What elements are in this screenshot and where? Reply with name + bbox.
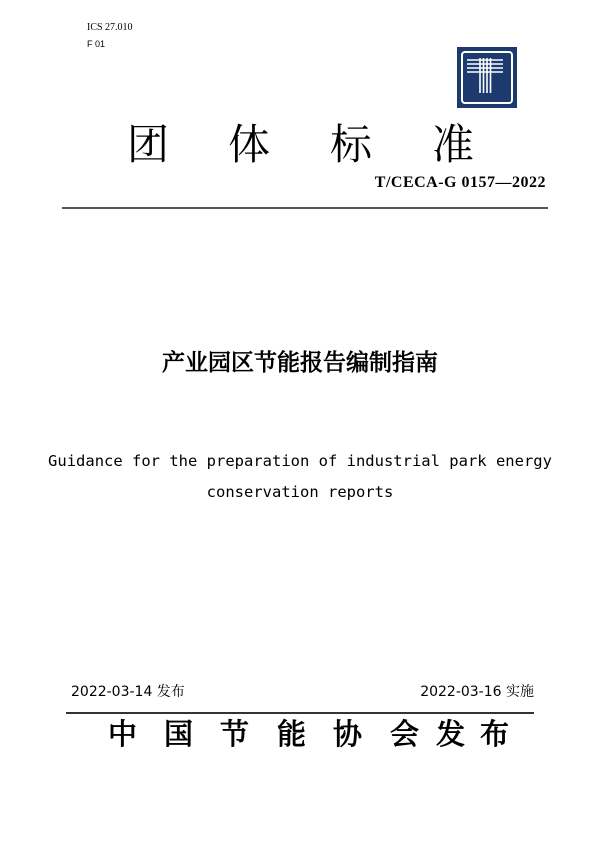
publisher-char: 节 [220, 717, 250, 751]
publisher-char: 布 [480, 717, 510, 751]
publisher-char: 能 [277, 717, 307, 751]
association-logo [457, 47, 517, 108]
issue-date: 2022-03-14 发布 [71, 684, 185, 700]
publisher [0, 712, 600, 752]
heading-char: 准 [432, 120, 475, 169]
heading-char: 标 [330, 120, 373, 169]
publisher-char: 发 [436, 717, 466, 751]
standard-code: T/CECA-G 0157—2022 [374, 174, 546, 191]
document-title-en-line1: Guidance for the preparation of industrial park energy [48, 452, 552, 470]
implementation-date: 2022-03-16 实施 [420, 684, 534, 700]
ics-code: ICS 27.010 [87, 22, 133, 33]
divider [62, 207, 548, 209]
heading-char: 体 [228, 120, 271, 169]
publisher-char: 协 [333, 717, 363, 751]
standard-type-heading [0, 112, 600, 172]
document-title-cn: 产业园区节能报告编制指南 [162, 350, 438, 376]
publisher-char: 国 [164, 717, 194, 751]
heading-char: 团 [127, 120, 170, 169]
publisher-char: 会 [390, 717, 420, 751]
document-title-en-line2: conservation reports [206, 483, 394, 501]
ccs-code: F 01 [87, 39, 106, 49]
publisher-char: 中 [108, 717, 138, 751]
